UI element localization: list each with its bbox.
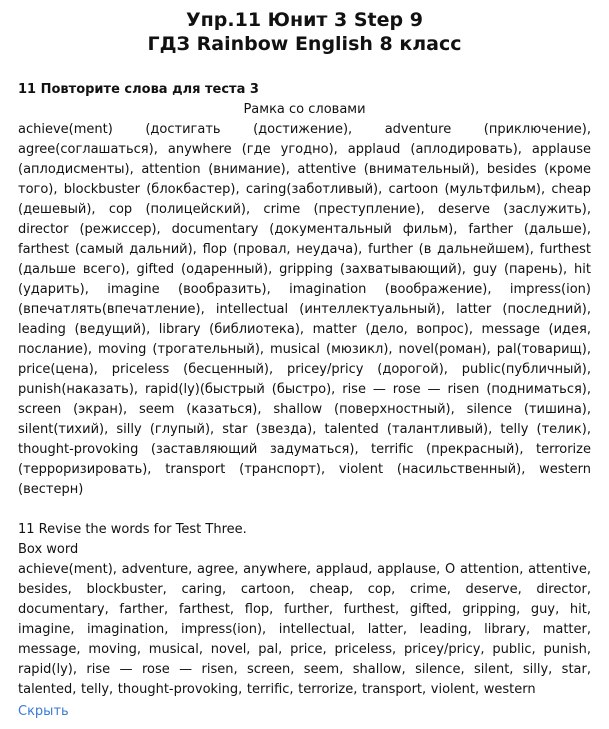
hide-link[interactable]: Скрыть — [18, 704, 69, 719]
section-english-word-list: achieve(ment), adventure, agree, anywhere, applaud, applause, O attention, attentive, besides, blockbuster, caring, cartoon, cheap, cop, crime, deserve, director, documentary, farther, farthest, flop, further, furthest, gifted, gripping, guy, hit, imagine, imagination, impress(ion), intellectual, latter, leading, library, matter, message, moving, musical, novel, pal, price, priceless, pricey/pricy, public, punish, rapid(ly), rise — rose — risen, screen, seem, shallow, silence, silent, silly, star, talented, telly, thought-provoking, terrific, terrorize, transport, violent, western — [18, 562, 591, 697]
section-english — [18, 520, 591, 700]
section-english-caption: Box word — [18, 542, 79, 557]
section-english-heading: 11 Revise the words for Test Three. — [18, 522, 247, 537]
page-title-line-2: ГДЗ Rainbow English 8 класс — [147, 33, 462, 55]
section-russian-word-list: achieve(ment) (достигать (достижение), adventure (приключение), agree(соглашаться), anywhere (где угодно), applaud (аплодировать), applause (аплодисменты), attention (внимание), attentive (внимательный), besides (кроме того), blockbuster (блокбастер), caring(заботливый), cartoon (мультфильм), cheap (дешевый), cop (полицейский), crime (преступление), deserve (заслужить), director (режиссер), documentary (документальный фильм), farther (дальше), farthest (самый дальний), flop (провал, неудача), further (в дальнейшем), furthest (дальше всего), gifted (одаренный), gripping (захватывающий), guy (парень), hit (ударить), imagine (вообразить), imagination (воображение), impress(ion) (впечатлять(впечатление), intellectual (интеллектуальный), latter (последний), leading (ведущий), library (библиотека), matter (дело, вопрос), message (идея, послание), moving (трогательный), musical (мюзикл), novel(роман), pal(товарищ), price(цена), priceless (бесценный), pricey/pricy (дорогой), public(публичный), punish(наказать), rapid(ly)(быстрый (быстро), rise — rose — risen (подниматься), screen (экран), seem (казаться), shallow (поверхностный), silence (тишина), silent(тихий), silly (глупый), star (звезда), talented (талантливый), telly (телик), thought-provoking (заставляющий задуматься), terrific (прекрасный), terrorize (терроризировать), transport (транспорт), violent (насильственный), western (вестерн) — [18, 122, 591, 497]
section-russian — [18, 80, 591, 500]
page-title — [18, 8, 591, 56]
section-russian-heading: 11 Повторите слова для теста 3 — [18, 82, 259, 97]
section-russian-caption: Рамка со словами — [243, 102, 366, 117]
page-title-line-1: Упр.11 Юнит 3 Step 9 — [186, 9, 423, 31]
